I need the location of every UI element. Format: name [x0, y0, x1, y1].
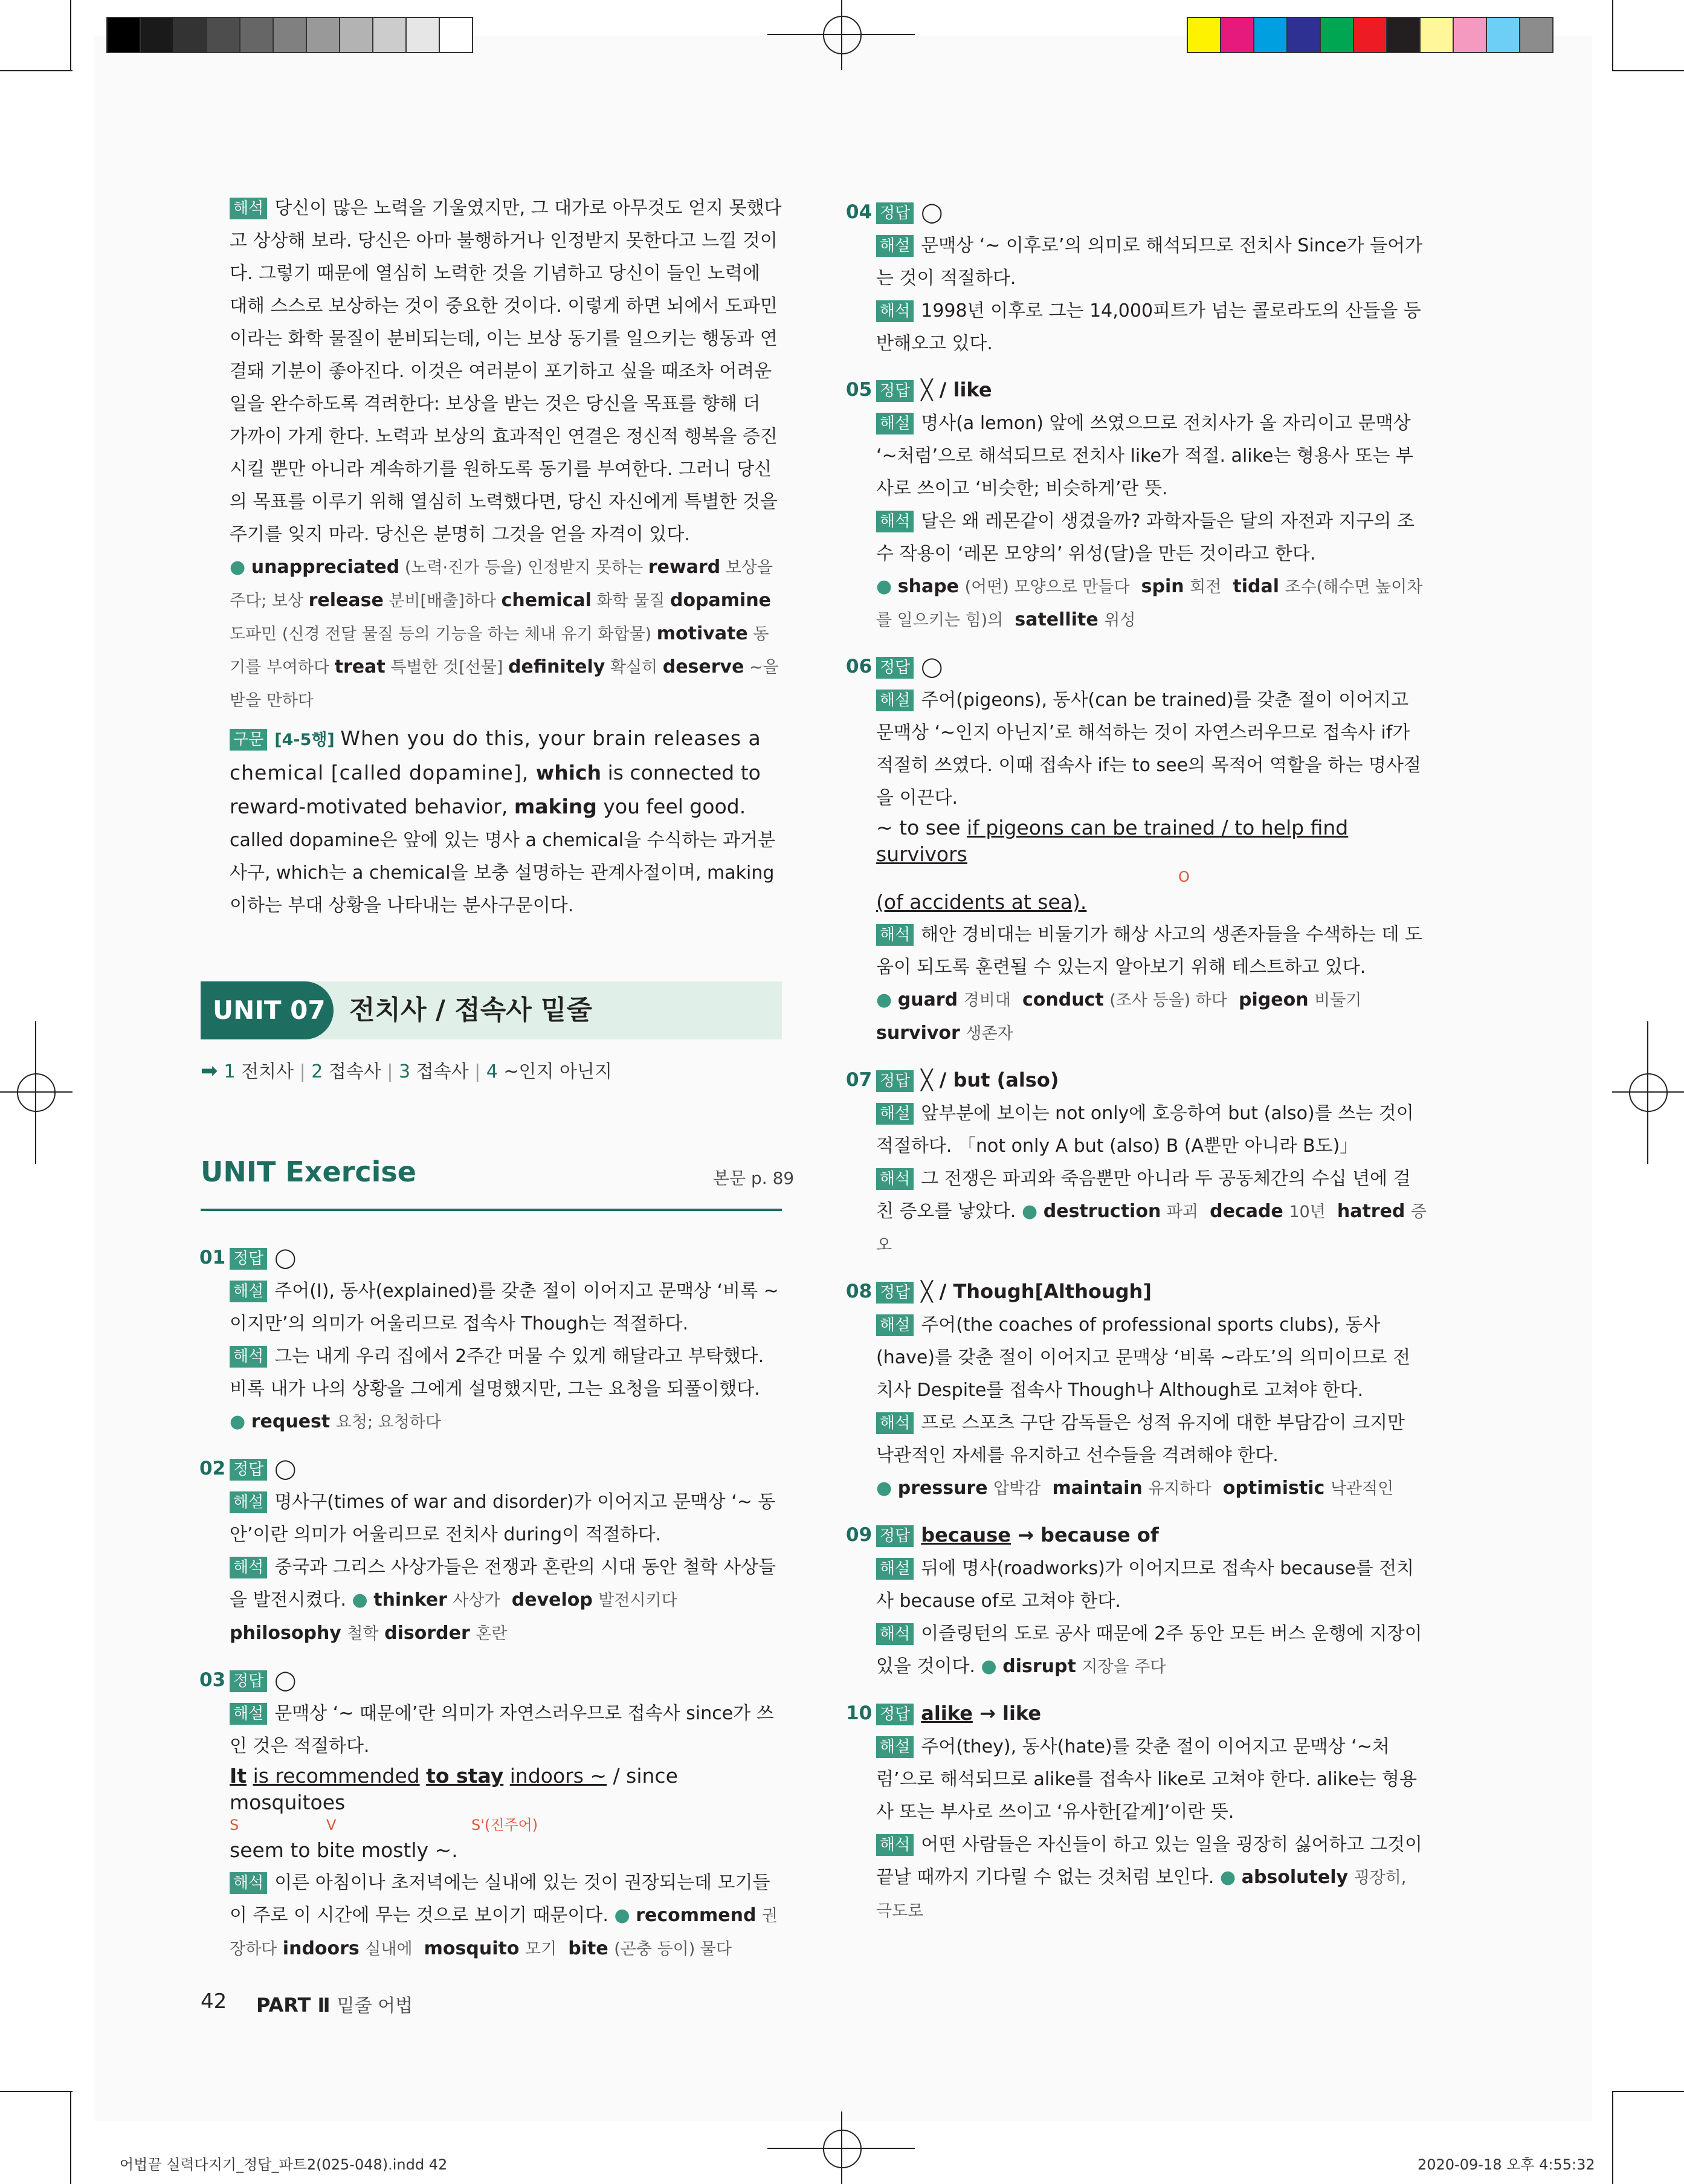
exercise-item-07: 07 정답 ╳ / but (also) 해설 앞부분에 보이는 not only에 호응하여 but (also)를 쓰는 것이 적절하다. 「not only A but (also) B (A뿐만 아니라 B도)」 해석 그 전쟁은 파괴와 죽음뿐만 아니라 두 공동체간의 수십 년에 걸친 증오를 낳았다. ● destruction 파괴 decade 10년 hatred 증오: [846, 1068, 1427, 1255]
vocab-word: dopamine: [669, 590, 772, 611]
registration-mark: [1629, 1073, 1668, 1112]
syntax-paragraph: 구문 [4-5행] When you do this, your brain releases a chemical [called dopamine], which is connected to reward-motivated behavior, making you feel good.: [230, 726, 761, 818]
exercise-rule: [201, 1209, 782, 1211]
color-swatch: [1220, 17, 1254, 53]
crop-mark: [70, 2091, 71, 2184]
answer-mark: ◯: [274, 1457, 297, 1480]
unit-topic: ~인지 아닌지: [503, 1061, 612, 1082]
color-swatch: [140, 17, 174, 53]
color-swatch: [1187, 17, 1221, 53]
color-swatch: [1386, 17, 1421, 53]
syntax-note: called dopamine은 앞에 있는 명사 a chemical을 수식하는 과거분사구, which는 a chemical을 보충 설명하는 관계사절이며, making 이하는 부대 상황을 나타내는 분사구문이다.: [230, 830, 776, 916]
color-swatch: [206, 17, 240, 53]
registration-line: [1647, 1021, 1648, 1164]
gray-swatch-bar: [106, 17, 472, 53]
exercise-item-10: 10 정답 alike → like 해설 주어(they), 동사(hate)를 갖춘 절이 이어지고 문맥상 ‘~처럼’으로 해석되므로 alike를 접속사 like로 고쳐야 한다. alike는 형용사 또는 부사로 쓰이고 ‘유사한[같게]’이란 뜻. 해석 어떤 사람들은 자신들이 하고 있는 일을 굉장히 싫어하고 그것이 끝날 때까지 기다릴 수 없는 것처럼 보인다. ● absolutely 굉장히, 극도로: [846, 1702, 1423, 1921]
registration-line: [0, 1091, 73, 1093]
vocab-gloss: 보상을 주다; 보상: [230, 558, 773, 610]
vocab-word: release: [308, 590, 384, 611]
crop-mark: [0, 70, 73, 71]
vocab-word: treat: [334, 656, 386, 677]
registration-line: [841, 2111, 842, 2184]
vocab-gloss: (노력·진가 등을) 인정받지 못하는: [399, 558, 648, 577]
syntax-tag: 구문: [230, 729, 267, 751]
registration-mark: [823, 2130, 862, 2168]
color-swatch: [339, 17, 373, 53]
unit-topic: 전치사: [241, 1061, 294, 1082]
color-swatch: [1453, 17, 1487, 53]
exercise-item-08: 08 정답 ╳ / Though[Although] 해설 주어(the coaches of professional sports clubs), 동사(have)를 갖춘 절이 이어지고 문맥상 ‘비록 ~라도’의 의미이므로 전치사 Despite를 접속사 Though나 Although로 고쳐야 한다. 해석 프로 스포츠 구단 감독들은 성적 유지에 대한 부담감이 크지만 낙관적인 자세를 유지하고 선수들을 격려해야 한다. ● pressure 압박감 maintain 유지하다 optimistic 낙관적인: [846, 1280, 1411, 1499]
page-number: 42: [201, 1989, 227, 2014]
color-swatch: [1419, 17, 1454, 53]
vocab-gloss: 화학 물질: [591, 592, 670, 610]
translation-paragraph: 해석 당신이 많은 노력을 기울였지만, 그 대가로 아무것도 얻지 못했다고 상상해 보라. 당신은 아마 불행하거나 인정받지 못한다고 느낄 것이다. 그렇기 때문에 열심히 노력한 것을 기념하고 당신이 들인 노력에 대해 스스로 보상하는 것이 중요한 것이다. 이렇게 하면 뇌에서 도파민이라는 화학 물질이 분비되는데, 이는 보상 동기를 일으키는 행동과 연결돼 기분이 좋아진다. 이것은 여러분이 포기하고 싶을 때조차 어려운 일을 완수하도록 격려한다: 보상을 받는 것은 당신을 목표를 향해 더 가까이 가게 한다. 노력과 보상의 효과적인 연결은 정신적 행복을 증진시킬 뿐만 아니라 계속하기를 원하도록 동기를 부여한다. 그러니 당신의 목표를 이루기 위해 열심히 노력했다면, 당신 자신에게 특별한 것을 주기를 잊지 마라. 당신은 분명히 그것을 얻을 자격이 있다.: [230, 198, 782, 545]
right-exercise-column: [846, 196, 1427, 1941]
translation-tag: 해석: [230, 198, 267, 219]
vocab-word: reward: [648, 557, 721, 578]
unit-topic: 접속사: [416, 1061, 469, 1082]
slug-file: 어법끝 실력다지기_정답_파트2(025-048).indd 42: [120, 2156, 448, 2173]
color-swatch-bar: [1187, 17, 1552, 53]
color-swatch: [1519, 17, 1553, 53]
color-swatch: [1486, 17, 1520, 53]
unit-title: 전치사 / 접속사 밑줄: [349, 995, 593, 1026]
color-swatch: [1320, 17, 1354, 53]
crop-mark: [1612, 0, 1613, 71]
answer-mark: ◯: [274, 1669, 297, 1691]
vocab-gloss: 분비[배출]하다: [383, 592, 502, 610]
exercise-item-06: 06 정답 ◯ 해설 주어(pigeons), 동사(can be trained)를 갖춘 절이 이어지고 문맥상 ‘~인지 아닌지’로 해석하는 것이 자연스러우므로 접속사 if가 적절히 쓰였다. 이때 접속사 if는 to see의 목적어 역할을 하는 명사절을 이끈다. ~ to see if pigeons can be trained / to help find survivors O (of accidents at sea). 해석 해안 경비대는 비둘기가 해상 사고의 생존자들을 수색하는 데 도움이 되도록 훈련될 수 있는지 알아보기 위해 테스트하고 있다. ● guard 경비대 conduct (조사 등을) 하다 pigeon 비둘기 survivor 생존자: [876, 650, 1427, 1050]
arrow-icon: ➡: [201, 1059, 218, 1083]
vocab-word: motivate: [656, 623, 748, 644]
exercise-page-ref: 본문 p. 89: [713, 1168, 795, 1188]
sentence-analysis: It is recommended to stay indoors ~ / since mosquitoes: [230, 1764, 678, 1814]
color-swatch: [1286, 17, 1321, 53]
crop-mark: [1612, 2091, 1613, 2184]
registration-mark: [823, 16, 862, 54]
slug-date: 2020-09-18 오후 4:55:32: [1418, 2156, 1595, 2173]
color-swatch: [173, 17, 207, 53]
sentence-analysis: ~ to see if pigeons can be trained / to help find survivors: [876, 816, 1349, 866]
vocabulary-list: ● unappreciated (노력·진가 등을) 인정받지 못하는 reward 보상을 주다; 보상 release 분비[배출]하다 chemical 화학 물질 dopamine 도파민 (신경 전달 물질 등의 기능을 하는 체내 유기 화합물) motivate 동기를 부여하다 treat 특별한 것[선물] definitely 확실히 deserve ~을 받을 만하다: [230, 557, 779, 710]
left-top-block: [230, 192, 782, 922]
exercise-item-03: 03 정답 ◯ 해설 문맥상 ‘~ 때문에’란 의미가 자연스러우므로 접속사 since가 쓰인 것은 적절하다. It is recommended to stay indoors ~ / since mosquitoes S V S'(진주어) seem to bite mostly ~. 해석 이른 아침이나 초저녁에는 실내에 있는 것이 권장되는데 모기들이 주로 이 시간에 무는 것으로 보이기 때문이다. ● recommend 권장하다 indoors 실내에 mosquito 모기 bite (곤충 등이) 물다: [230, 1664, 782, 1966]
exercise-item-01: 01 정답 ◯ 해설 주어(I), 동사(explained)를 갖춘 절이 이어지고 문맥상 ‘비록 ~이지만’의 의미가 어울리므로 접속사 Though는 적절하다. 해석 그는 내게 우리 집에서 2주간 머물 수 있게 해달라고 부탁했다. 비록 내가 나의 상황을 그에게 설명했지만, 그는 요청을 되풀이했다. ● request 요청; 요청하다: [199, 1246, 779, 1432]
vocab-word: unappreciated: [251, 557, 400, 578]
color-swatch: [405, 17, 440, 53]
registration-line: [841, 0, 842, 70]
crop-mark: [1612, 2091, 1684, 2092]
vocab-gloss: 동기를 부여하다: [230, 625, 769, 677]
grammar-labels: O: [1178, 868, 1190, 885]
part-label: PART Ⅱ 밑줄 어법: [256, 1994, 413, 2017]
vocab-word: deserve: [662, 656, 744, 677]
color-swatch: [1253, 17, 1288, 53]
grammar-labels: S V S'(진주어): [230, 1817, 538, 1833]
vocab-gloss: 특별한 것[선물]: [385, 658, 509, 677]
exercise-item-09: 09 정답 because → because of 해설 뒤에 명사(roadworks)가 이어지므로 접속사 because를 전치사 because of로 고쳐야 한다. 해석 이즐링턴의 도로 공사 때문에 2주 동안 모든 버스 운행에 지장이 있을 것이다. ● disrupt 지장을 주다: [846, 1523, 1422, 1677]
vocab-gloss: ~을 받을 만하다: [230, 658, 779, 710]
left-exercise-column: [199, 1241, 782, 1979]
exercise-item-04: 04 정답 ◯ 해설 문맥상 ‘~ 이후로’의 의미로 해석되므로 전치사 Since가 들어가는 것이 적절하다. 해석 1998년 이후로 그는 14,000피트가 넘는 콜로라도의 산들을 등반해오고 있다.: [846, 201, 1423, 354]
vocab-word: chemical: [501, 590, 592, 611]
color-swatch: [273, 17, 307, 53]
vocab-gloss: 확실히: [605, 658, 663, 677]
crop-mark: [70, 0, 71, 71]
answer-mark: ◯: [274, 1246, 297, 1269]
exercise-item-05: 05 정답 ╳ / like 해설 명사(a lemon) 앞에 쓰였으므로 전치사가 올 자리이고 문맥상 ‘~처럼’으로 해석되므로 전치사 like가 적절. alike는 형용사 또는 부사로 쓰이고 ‘비슷한; 비슷하게’란 뜻. 해석 달은 왜 레몬같이 생겼을까? 과학자들은 달의 자전과 지구의 조수 작용이 ‘레몬 모양의’ 위성(달)을 만든 것이라고 한다. ● shape (어떤) 모양으로 만들다 spin 회전 tidal 조수(해수면 높이차를 일으키는 힘)의 satellite 위성: [846, 378, 1423, 630]
unit-topic-list: ➡ 1 전치사 | 2 접속사 | 3 접속사 | 4 ~인지 아닌지: [201, 1059, 612, 1083]
color-swatch: [372, 17, 407, 53]
color-swatch: [1353, 17, 1387, 53]
exercise-item-02: 02 정답 ◯ 해설 명사구(times of war and disorder)가 이어지고 문맥상 ‘~ 동안’이란 의미가 어울리므로 전치사 during이 적절하다. 해석 중국과 그리스 사상가들은 전쟁과 혼란의 시대 동안 철학 사상들을 발전시켰다. ● thinker 사상가 develop 발전시키다 philosophy 철학 disorder 혼란: [199, 1457, 776, 1644]
color-swatch: [106, 17, 141, 53]
color-swatch: [439, 17, 473, 53]
vocab-word: definitely: [508, 656, 605, 677]
unit-topic: 접속사: [328, 1061, 381, 1082]
unit-pill: UNIT 07: [201, 981, 334, 1039]
registration-line: [35, 1021, 36, 1164]
registration-mark: [17, 1073, 56, 1112]
exercise-title: UNIT Exercise: [201, 1155, 416, 1188]
crop-mark: [0, 2091, 73, 2092]
color-swatch: [306, 17, 340, 53]
color-swatch: [239, 17, 274, 53]
vocab-gloss: 도파민 (신경 전달 물질 등의 기능을 하는 체내 유기 화합물): [230, 625, 657, 644]
crop-mark: [1612, 70, 1684, 71]
